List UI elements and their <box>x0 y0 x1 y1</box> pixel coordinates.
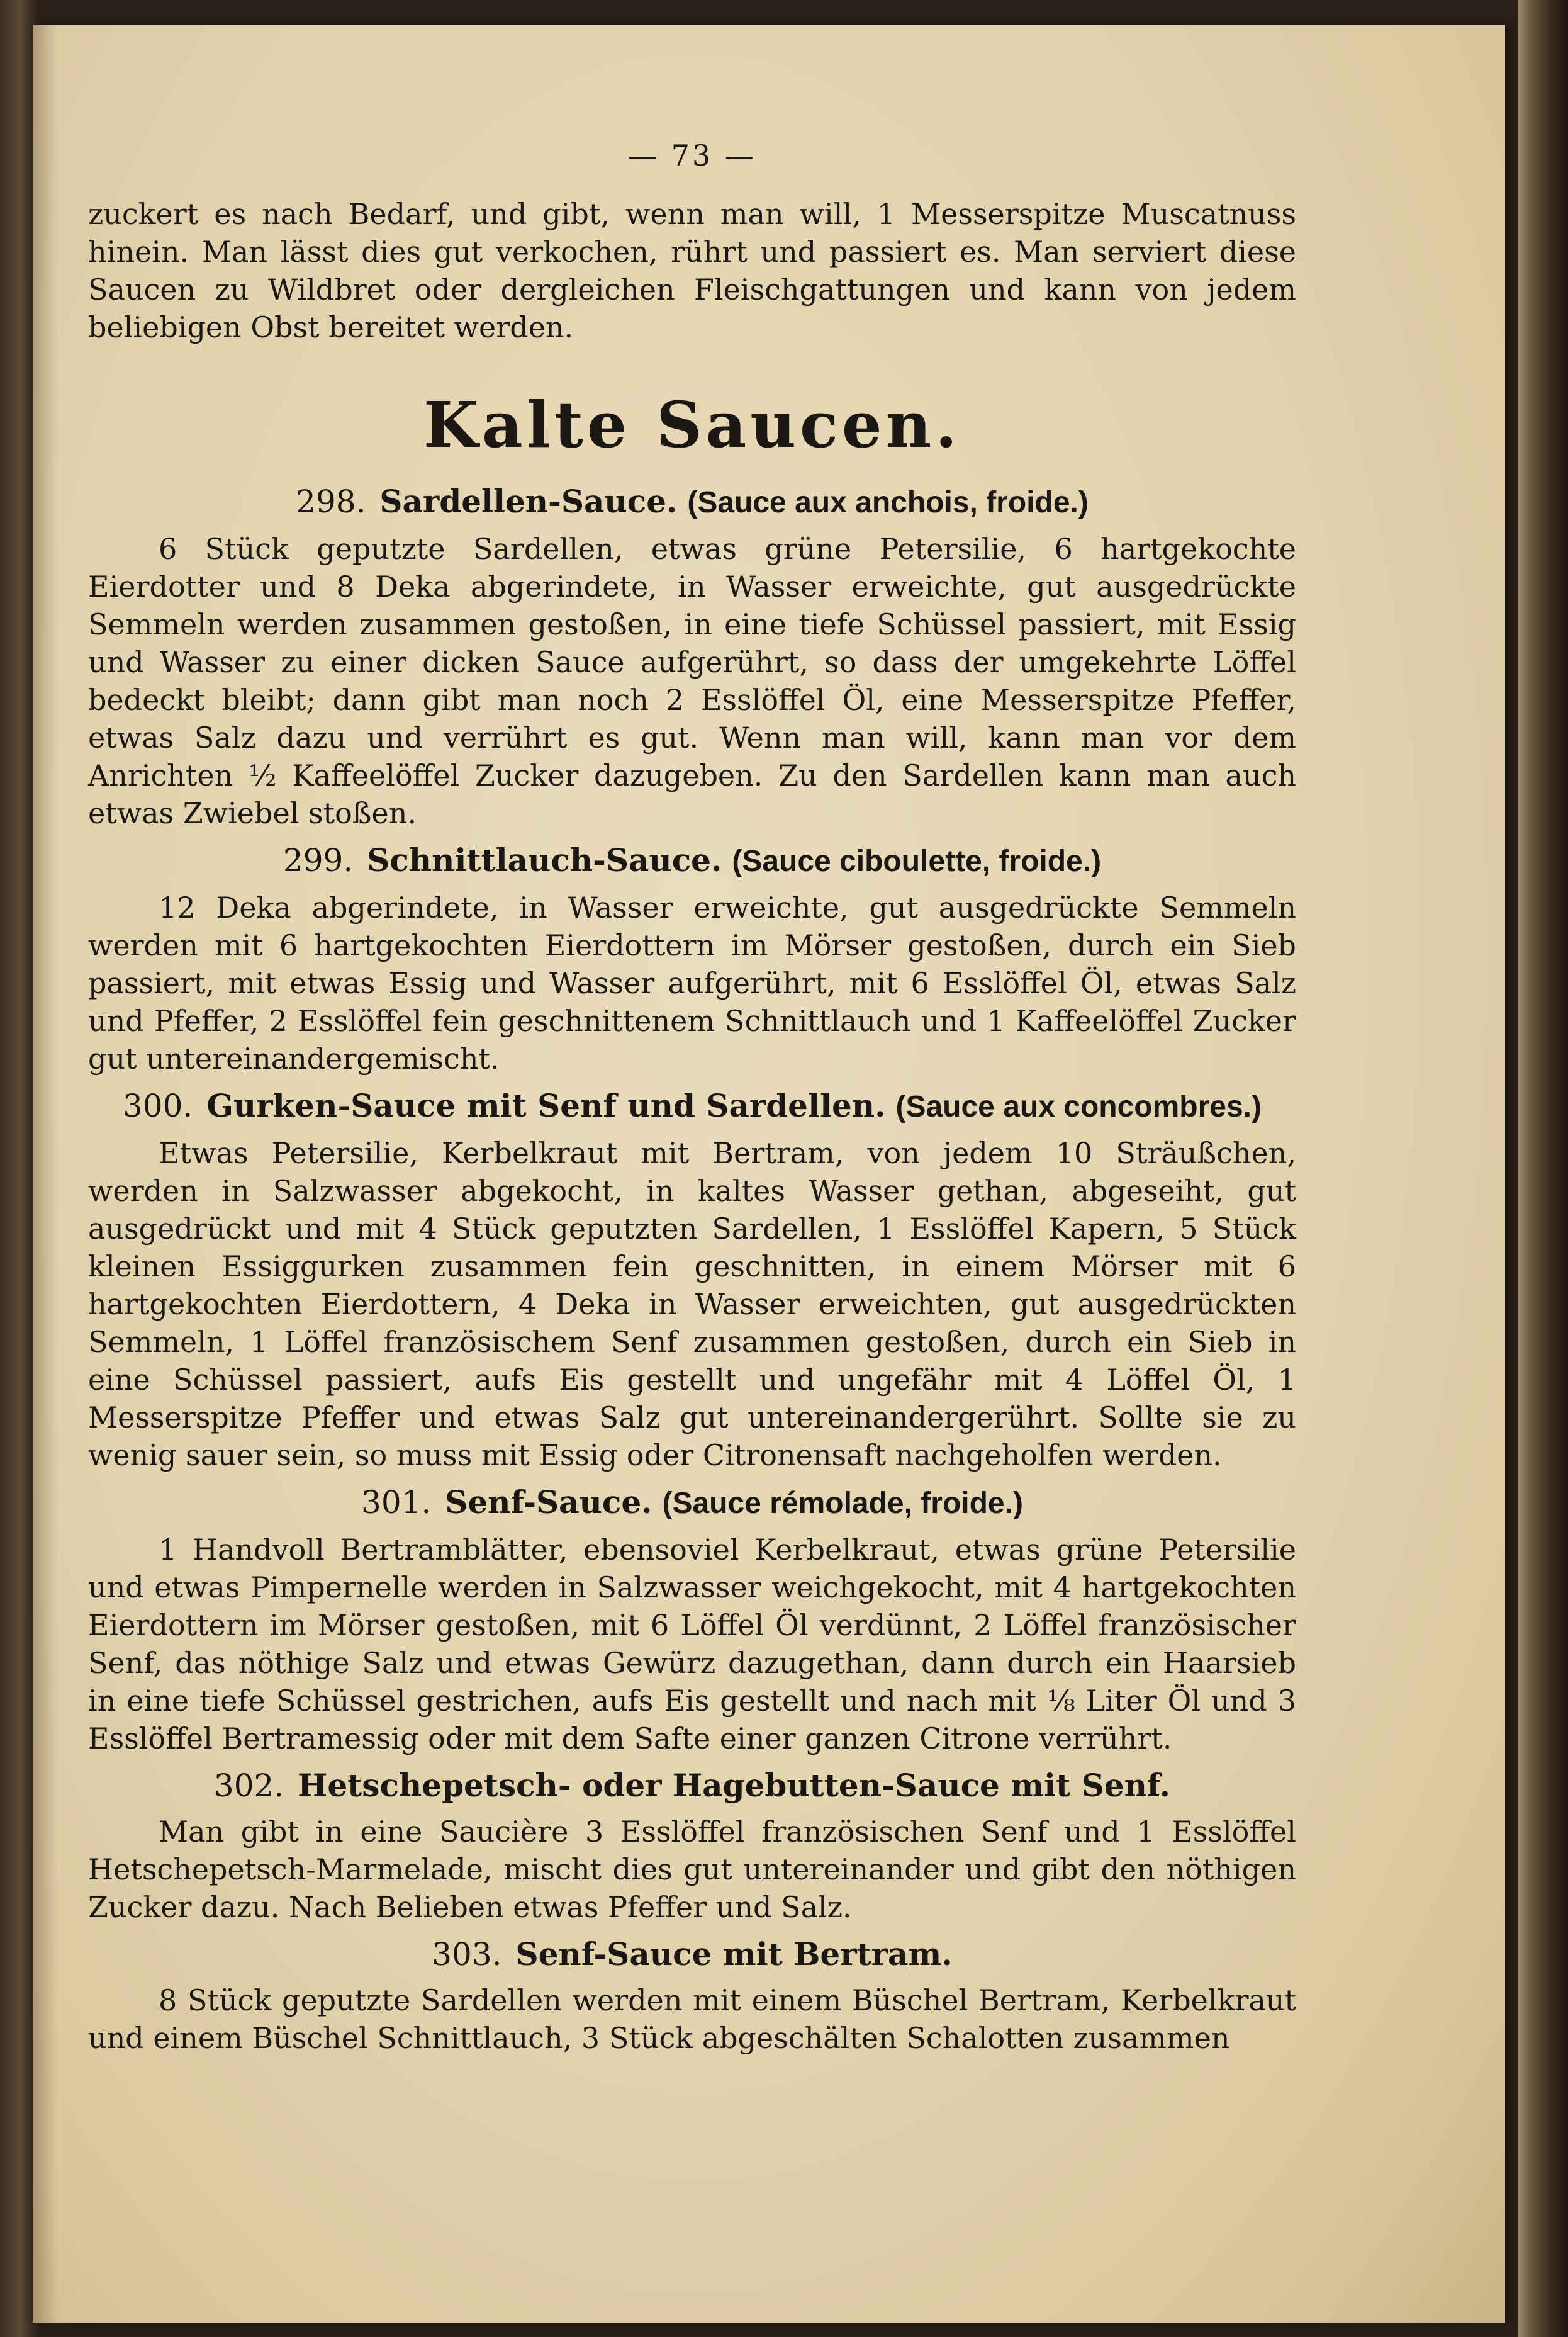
recipe-french-name: (Sauce aux anchois, froide.) <box>687 486 1089 519</box>
section-title: Kalte Saucen. <box>423 388 961 462</box>
recipe-number: 298. <box>296 483 366 520</box>
recipe-heading <box>88 1483 1296 1523</box>
recipe-name: Sardellen-Sauce. <box>379 483 678 520</box>
page-edge <box>1518 0 1568 2337</box>
recipe-text: 6 Stück geputzte Sardellen, etwas grüne Petersilie, 6 hartgekochte Eierdotter und 8 Deka abgerindete, in Wasser erweichte, gut ausgedrückte Semmeln werden zusammen gestoßen, in eine tiefe Schüssel passiert, mit Essig und Wasser zu einer dicken Sauce aufgerührt, so dass der umgekehrte Löffel bedeckt bleibt; dann gibt man noch 2 Esslöffel Öl, eine Messerspitze Pfeffer, etwas Salz dazu und verrührt es gut. Wenn man will, kann man vor dem Anrichten ½ Kaffeelöffel Zucker dazugeben. Zu den Sardellen kann man auch etwas Zwiebel stoßen. <box>88 532 1296 830</box>
recipe-name: Gurken-Sauce mit Senf und Sardellen. <box>206 1087 886 1124</box>
page-number: — 73 — <box>628 138 756 172</box>
recipe-french-name: (Sauce aux concombres.) <box>895 1090 1262 1123</box>
recipe-name: Schnittlauch-Sauce. <box>367 842 722 879</box>
recipe-text: 8 Stück geputzte Sardellen werden mit einem Büschel Bertram, Kerbelkraut und einem Büschel Schnittlauch, 3 Stück abgeschälten Schalotten zusammen <box>88 1983 1296 2055</box>
recipe-name: Hetschepetsch- oder Hagebutten-Sauce mit Senf. <box>298 1767 1171 1804</box>
recipe-number: 301. <box>361 1484 432 1521</box>
recipe-number: 302. <box>213 1767 284 1804</box>
recipe-number: 303. <box>432 1936 502 1973</box>
recipe-heading <box>88 841 1296 881</box>
recipe-text: Etwas Petersilie, Kerbelkraut mit Bertram, von jedem 10 Sträußchen, werden in Salzwasser abgekocht, in kaltes Wasser gethan, abgeseiht, gut ausgedrückt und mit 4 Stück geputzten Sardellen, 1 Esslöffel Kapern, 5 Stück kleinen Essiggurken zusammen fein geschnitten, in einem Mörser mit 6 hartgekochten Eierdottern, 4 Deka in Wasser erweichten, gut ausgedrückten Semmeln, 1 Löffel französischem Senf zusammen gestoßen, durch ein Sieb in eine Schüssel passiert, aufs Eis gestellt und ungefähr mit 4 Löffel Öl, 1 Messerspitze Pfeffer und etwas Salz gut untereinandergerührt. Sollte sie zu wenig sauer sein, so muss mit Essig oder Citronensaft nachgeholfen werden. <box>88 1136 1296 1472</box>
recipe-number: 299. <box>283 842 354 879</box>
recipe-heading <box>88 482 1296 522</box>
recipe-french-name: (Sauce rémolade, froide.) <box>662 1487 1023 1520</box>
recipe-heading <box>88 1086 1296 1127</box>
recipe-text: Man gibt in eine Saucière 3 Esslöffel französischen Senf und 1 Esslöffel Hetschepetsch-Marmelade, mischt dies gut untereinander und gibt den nöthigen Zucker dazu. Nach Belieben etwas Pfeffer und Salz. <box>88 1815 1296 1924</box>
recipe-heading <box>88 1935 1296 1974</box>
recipe-heading <box>88 1766 1296 1805</box>
recipe-name: Senf-Sauce. <box>445 1484 652 1521</box>
page-content <box>88 138 1296 2057</box>
recipe-french-name: (Sauce ciboulette, froide.) <box>732 845 1102 878</box>
recipe-text: 12 Deka abgerindete, in Wasser erweichte, gut ausgedrückte Semmeln werden mit 6 hartgekochten Eierdottern im Mörser gestoßen, durch ein Sieb passiert, mit etwas Essig und Wasser aufgerührt, mit 6 Esslöffel Öl, etwas Salz und Pfeffer, 2 Esslöffel fein geschnittenem Schnittlauch und 1 Kaffeelöffel Zucker gut untereinandergemischt. <box>88 891 1296 1076</box>
recipe-text: 1 Handvoll Bertramblätter, ebensoviel Kerbelkraut, etwas grüne Petersilie und etwas Pimpernelle werden in Salzwasser weichgekocht, mit 4 hartgekochten Eierdottern im Mörser gestoßen, mit 6 Löffel Öl verdünnt, 2 Löffel französischer Senf, das nöthige Salz und etwas Gewürz dazugethan, dann durch ein Haarsieb in eine tiefe Schüssel gestrichen, aufs Eis gestellt und nach mit ⅛ Liter Öl und 3 Esslöffel Bertramessig oder mit dem Safte einer ganzen Citrone verrührt. <box>88 1533 1296 1755</box>
intro-paragraph: zuckert es nach Bedarf, und gibt, wenn man will, 1 Messerspitze Muscatnuss hinein. Man lässt dies gut verkochen, rührt und passiert es. Man serviert diese Saucen zu Wildbret oder dergleichen Fleischgattungen und kann von jedem beliebigen Obst bereitet werden. <box>88 197 1296 344</box>
recipe-name: Senf-Sauce mit Bertram. <box>515 1935 953 1973</box>
recipe-number: 300. <box>123 1088 193 1124</box>
